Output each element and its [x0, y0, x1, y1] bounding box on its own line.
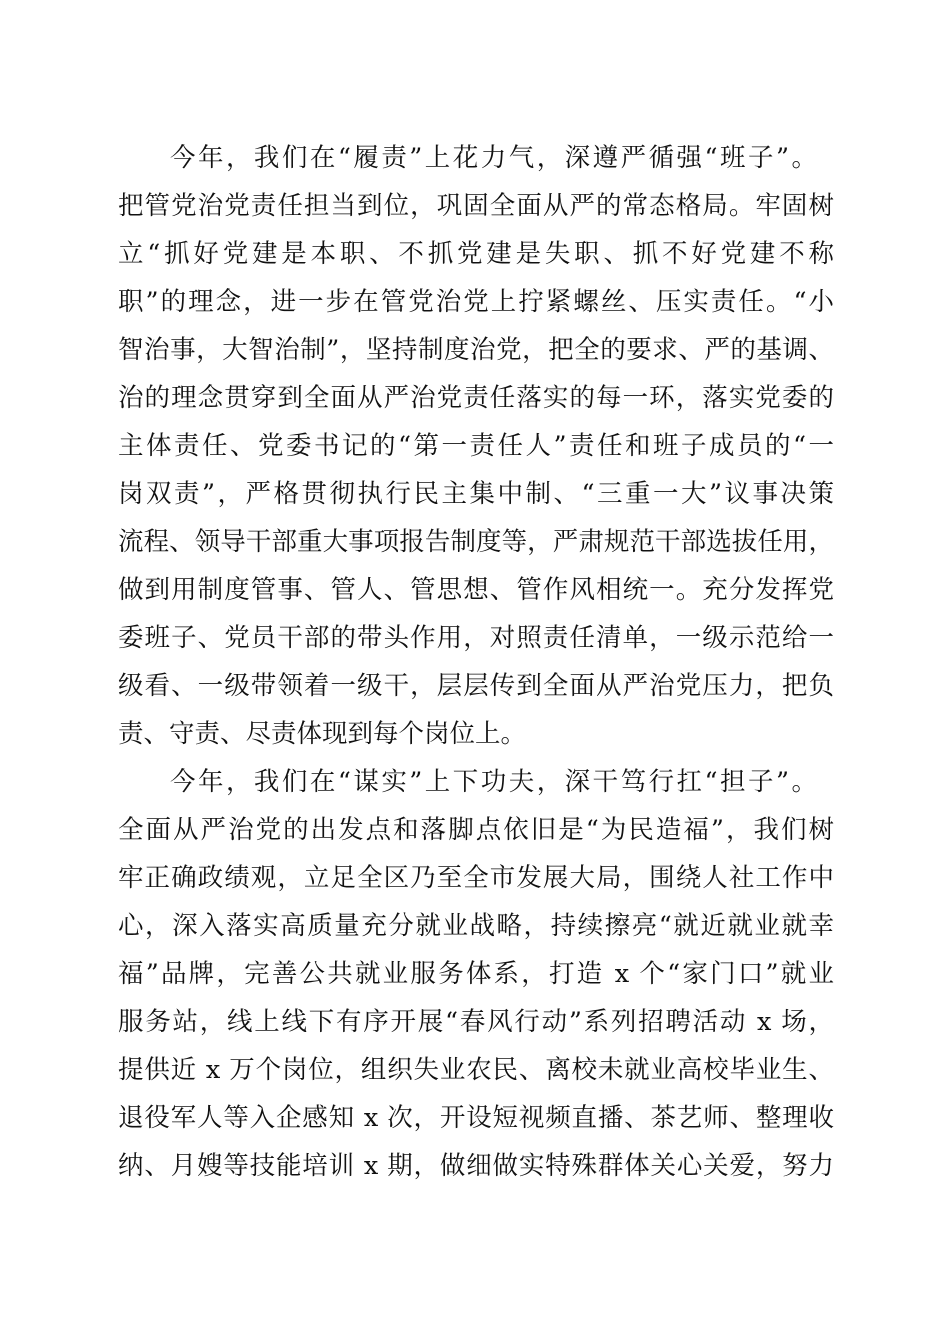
- text-line: 级看、一级带领着一级干，层层传到全面从严治党压力，把负: [118, 671, 834, 701]
- text-line: 智治事，大智治制”，坚持制度治党，把全的要求、严的基调、: [118, 335, 834, 365]
- text-line: 福”品牌，完善公共就业服务体系，打造 x 个“家门口”就业: [118, 959, 834, 989]
- text-line: 岗双责”，严格贯彻执行民主集中制、“三重一大”议事决策: [118, 479, 834, 509]
- text-line: 全面从严治党的出发点和落脚点依旧是“为民造福”，我们树: [118, 815, 834, 845]
- text-line: 流程、领导干部重大事项报告制度等，严肃规范干部选拔任用，: [118, 527, 834, 557]
- text-line: 把管党治党责任担当到位，巩固全面从严的常态格局。牢固树: [118, 191, 834, 221]
- text-line: 纳、月嫂等技能培训 x 期，做细做实特殊群体关心关爱，努力: [118, 1151, 834, 1181]
- text-line: 提供近 x 万个岗位，组织失业农民、离校未就业高校毕业生、: [118, 1055, 834, 1085]
- text-line: 职”的理念，进一步在管党治党上拧紧螺丝、压实责任。“小: [118, 287, 834, 317]
- text-line: 做到用制度管事、管人、管思想、管作风相统一。充分发挥党: [118, 575, 834, 605]
- text-line: 服务站，线上线下有序开展“春风行动”系列招聘活动 x 场，: [118, 1007, 834, 1037]
- text-line: 心，深入落实高质量充分就业战略，持续擦亮“就近就业就幸: [118, 911, 834, 941]
- text-line: 委班子、党员干部的带头作用，对照责任清单，一级示范给一: [118, 623, 834, 653]
- text-line: 今年，我们在“谋实”上下功夫，深干笃行扛“担子”。: [170, 767, 817, 797]
- text-line: 牢正确政绩观，立足全区乃至全市发展大局，围绕人社工作中: [118, 863, 834, 893]
- text-line: 退役军人等入企感知 x 次，开设短视频直播、茶艺师、整理收: [118, 1103, 834, 1133]
- text-line: 今年，我们在“履责”上花力气，深遵严循强“班子”。: [170, 143, 817, 173]
- text-line: 立“抓好党建是本职、不抓党建是失职、抓不好党建不称: [118, 239, 834, 269]
- text-line: 治的理念贯穿到全面从严治党责任落实的每一环，落实党委的: [118, 383, 834, 413]
- text-line: 主体责任、党委书记的“第一责任人”责任和班子成员的“一: [118, 431, 834, 461]
- text-line: 责、守责、尽责体现到每个岗位上。: [118, 719, 527, 749]
